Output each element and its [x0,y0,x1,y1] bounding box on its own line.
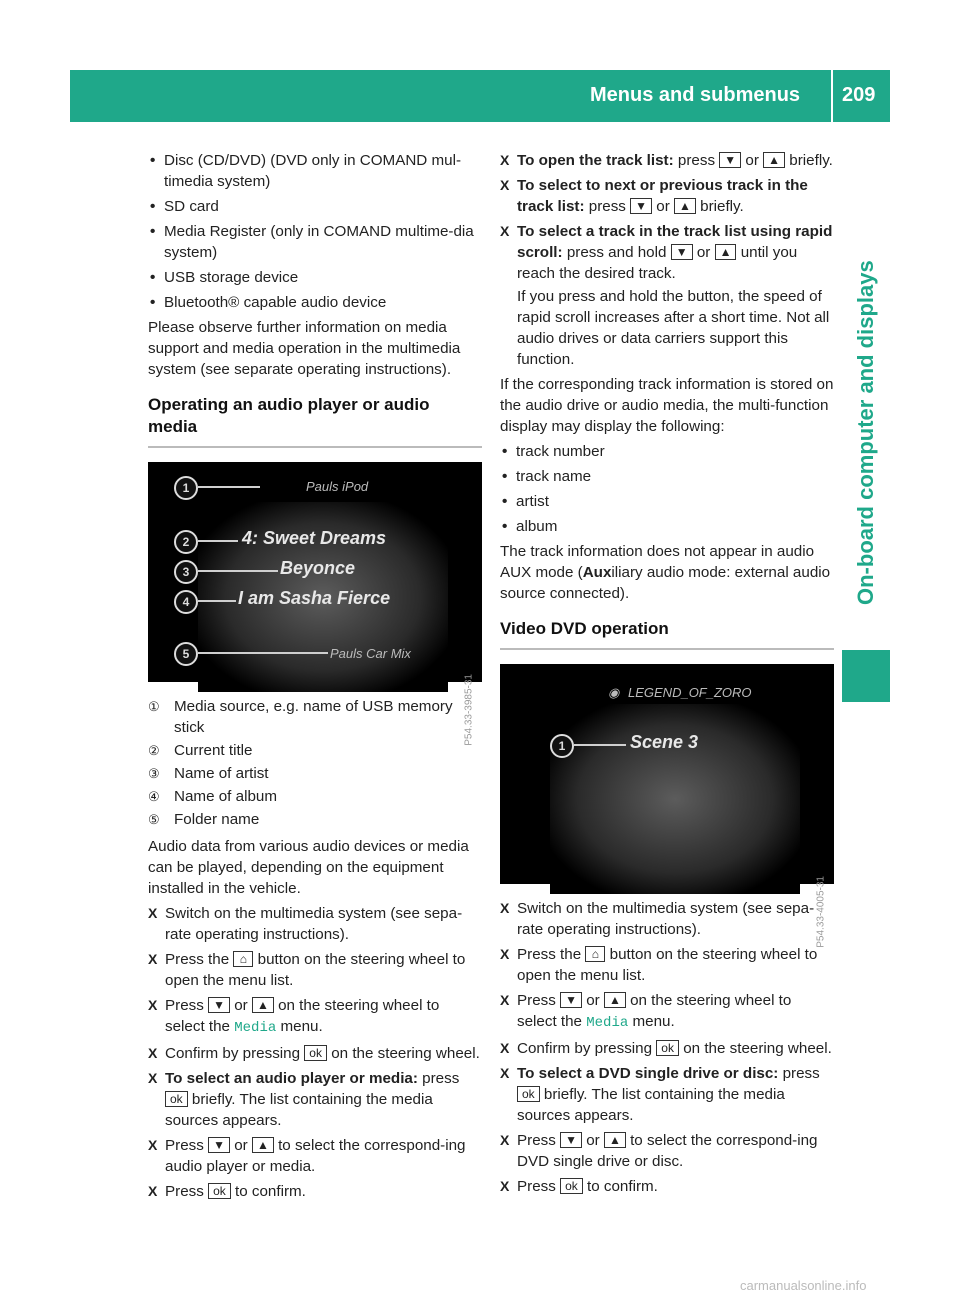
step-item: X To open the track list: press ▼ or ▲ briefly. [500,152,833,169]
step-item: X To select a track in the track list using rapid scroll: press and hold ▼ or ▲ until you reach the desired track. If you press and hold the button, the speed of rapid scroll increases after a short time. Not all audio drives or data carriers support this function. [500,223,833,368]
step-item: X Confirm by pressing ok on the steering wheel. [148,1045,480,1062]
arrow-icon: X [148,1070,158,1086]
ok-key-icon: ok [517,1086,540,1102]
down-key-icon: ▼ [630,198,652,214]
legend-item [148,696,482,738]
album-label: I am Sasha Fierce [238,588,391,608]
arrow-icon: X [148,997,158,1013]
up-key-icon: ▲ [252,997,274,1013]
arrow-icon: X [148,905,158,921]
step-item: X Switch on the multimedia system (see sepa-rate operating instructions). [500,900,815,938]
up-key-icon: ▲ [252,1137,274,1153]
home-key-icon: ⌂ [585,946,605,962]
down-key-icon: ▼ [719,152,741,168]
callout-line [198,486,260,488]
scene-label: Scene 3 [630,732,699,752]
callout-5: 5 [174,642,198,666]
arrow-icon: X [500,1040,510,1056]
side-tab-block [842,650,890,702]
step-item: X Press ok to confirm. [148,1183,306,1200]
arrow-icon: X [148,951,158,967]
up-key-icon: ▲ [604,992,626,1008]
legend-number-icon: ① [148,699,160,714]
arrow-icon: X [148,1045,158,1061]
home-key-icon: ⌂ [233,951,253,967]
figure-code: P54.33-3985-31 [464,674,475,746]
callout-line [198,570,278,572]
legend-number-icon: ④ [148,789,160,804]
folder-label: Pauls Car Mix [330,646,411,661]
callout-line [198,652,328,654]
legend-text: Name of album [174,788,277,805]
up-key-icon: ▲ [674,198,696,214]
down-key-icon: ▼ [560,1132,582,1148]
step-text: Switch on the multimedia system (see sepa-rate operating instructions). [165,905,463,943]
right-column [500,150,834,1201]
header-divider [831,70,833,122]
up-key-icon: ▲ [763,152,785,168]
callout-4: 4 [174,590,198,614]
section-title-video: Video DVD operation [500,618,834,650]
step-item: X Confirm by pressing ok on the steering wheel. [500,1040,832,1057]
arrow-icon: X [500,177,510,193]
step-item: X Press ▼ or ▲ on the steering wheel to select the Media menu. [500,992,792,1031]
page-title: Menus and submenus [590,84,801,106]
intro-note: Please observe further information on media support and media operation in the multimedia system (see separate operating instructions). [148,319,461,378]
step-item: X To select to next or previous track in the track list: press ▼ or ▲ briefly. [500,177,808,215]
list-item: • Media Register (only in COMAND multime-dia system) [148,221,482,263]
artist-label: Beyonce [280,558,356,578]
list-item: • track name [500,466,834,487]
media-menu-label: Media [586,1015,629,1031]
callout-line [574,744,626,746]
legend-item [148,740,482,761]
track-info-note: If the corresponding track information is stored on the audio drive or audio media, the multi-function display may display the following: [500,376,834,435]
side-tab-label: On-board computer and displays [853,260,878,605]
step-item [148,903,482,945]
legend-number-icon: ② [148,743,160,758]
track-title-label: 4: Sweet Dreams [242,528,387,548]
media-source-label: Pauls iPod [306,479,369,494]
ok-key-icon: ok [560,1178,583,1194]
legend-number-icon: ⑤ [148,812,160,827]
aux-note: The track information does not appear in audio AUX mode (Auxiliary audio mode: external audio source connected). [500,543,831,602]
legend-text: Media source, e.g. name of USB memory stick [174,698,453,736]
up-key-icon: ▲ [715,244,737,260]
legend-item [148,763,482,784]
arrow-icon: X [500,1065,510,1081]
list-item: • USB storage device [148,267,482,288]
arrow-icon: X [148,1183,158,1199]
step-item: X Press ok to confirm. [500,1178,658,1195]
ok-key-icon: ok [165,1091,188,1107]
ok-key-icon: ok [656,1040,679,1056]
callout-1: 1 [174,476,198,500]
rapid-scroll-note: If you press and hold the button, the speed of rapid scroll increases after a short time. Not all audio drives or data carriers support this function. [517,288,830,368]
list-item: • track number [500,441,834,462]
down-key-icon: ▼ [208,997,230,1013]
step-item: X To select an audio player or media: press ok briefly. The list containing the media sources appears. [148,1070,460,1129]
down-key-icon: ▼ [671,244,693,260]
arrow-icon: X [500,946,510,962]
ok-key-icon: ok [304,1045,327,1061]
page-number: 209 [842,84,876,106]
arrow-icon: X [500,1178,510,1194]
arrow-icon: X [500,1132,510,1148]
legend-item [148,786,482,807]
list-item: • artist [500,491,834,512]
list-item: • SD card [148,196,482,217]
callout-1: 1 [550,734,574,758]
footer-watermark[interactable]: carmanualsonline.info [740,1278,867,1293]
disc-label: LEGEND_OF_ZORO [628,685,752,700]
arrow-icon: X [148,1137,158,1153]
legend-text: Current title [174,742,253,759]
legend-item [148,809,482,830]
up-key-icon: ▲ [604,1132,626,1148]
legend-number-icon: ③ [148,766,160,781]
left-column [148,150,482,1206]
step-item: X Press ▼ or ▲ to select the correspond-ing DVD single drive or disc. [500,1132,818,1170]
step-item: X Press ▼ or ▲ to select the correspond-ing audio player or media. [148,1137,466,1175]
legend-text: Name of artist [174,765,269,782]
list-item: • Bluetooth® capable audio device [148,292,482,313]
figure-code: P54.33-4005-31 [816,876,827,948]
step-item: X Press ▼ or ▲ on the steering wheel to select the Media menu. [148,997,440,1036]
arrow-icon: X [500,992,510,1008]
callout-2: 2 [174,530,198,554]
legend-text: Folder name [174,811,260,828]
disc-icon: ◉ [608,685,620,700]
down-key-icon: ▼ [560,992,582,1008]
media-menu-label: Media [234,1020,277,1036]
section-title-audio: Operating an audio player or audio media [148,394,482,448]
callout-line [198,600,236,602]
step-item: X Press the ⌂ button on the steering wheel to open the menu list. [500,946,818,984]
down-key-icon: ▼ [208,1137,230,1153]
step-item: X To select a DVD single drive or disc: press ok briefly. The list containing the media sources appears. [500,1065,820,1124]
callout-line [198,540,238,542]
arrow-icon: X [500,152,510,168]
list-item: • album [500,516,834,537]
arrow-icon: X [500,223,510,239]
callout-3: 3 [174,560,198,584]
audio-note: Audio data from various audio devices or media can be played, depending on the equipment installed in the vehicle. [148,838,469,897]
step-item: X Press the ⌂ button on the steering wheel to open the menu list. [148,951,466,989]
ok-key-icon: ok [208,1183,231,1199]
list-item: • Disc (CD/DVD) (DVD only in COMAND mul-timedia system) [148,150,482,192]
arrow-icon: X [500,900,510,916]
